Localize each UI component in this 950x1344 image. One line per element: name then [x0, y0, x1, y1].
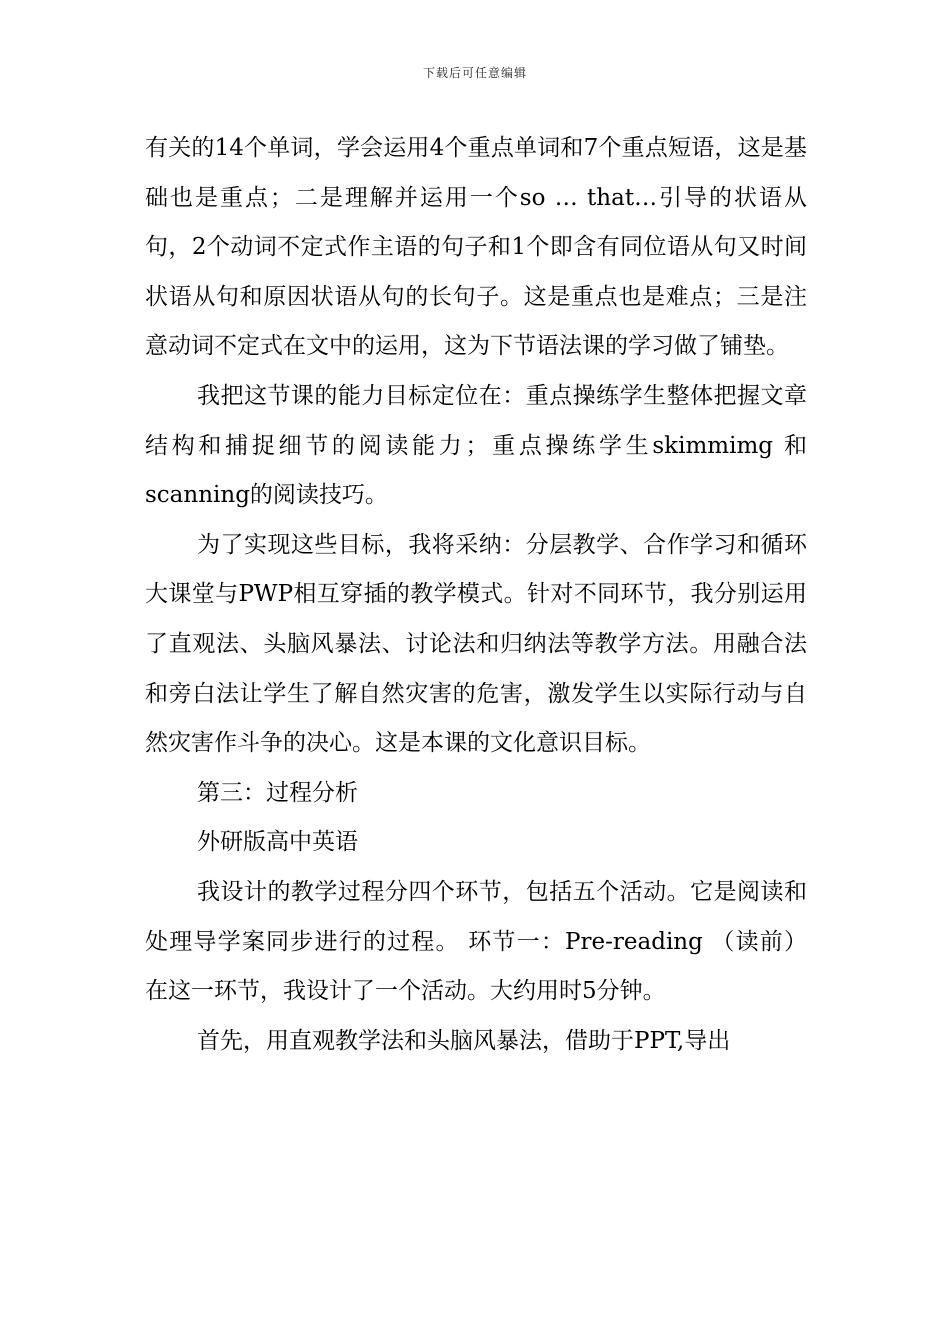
paragraph-3: 为了实现这些目标，我将采纳：分层教学、合作学习和循环大课堂与PWP相互穿插的教学模式。针对不同环节，我分别运用了直观法、头脑风暴法、讨论法和归纳法等教学方法。用融合法和旁白法让学生了解自然灾害的危害，激发学生以实际行动与自然灾害作斗争的决心。这是本课的文化意识目标。 [145, 531, 807, 757]
paragraph-2: 我把这节课的能力目标定位在：重点操练学生整体把握文章结构和捕捉细节的阅读能力；重点操练学生skimmimg 和scanning的阅读技巧。 [145, 382, 807, 509]
paragraph-1: 有关的14个单词，学会运用4个重点单词和7个重点短语，这是基础也是重点；二是理解并运用一个so … that…引导的状语从句，2个动词不定式作主语的句子和1个即含有同位语从句又时间状语从句和原因状语从句的长句子。这是重点也是难点；三是注意动词不定式在文中的运用，这为下节语法课的学习做了铺垫。 [145, 135, 807, 360]
document-body [145, 124, 807, 1066]
textbook-label: 外研版高中英语 [197, 829, 358, 856]
page-header: 下载后可任意编辑 [422, 66, 527, 80]
paragraph-4: 我设计的教学过程分四个环节，包括五个活动。它是阅读和处理导学案同步进行的过程。 环节一：Pre-reading （读前） 在这一环节，我设计了一个活动。大约用时5分钟。 [145, 878, 807, 1005]
section-heading: 第三：过程分析 [197, 779, 358, 806]
paragraph-5: 首先，用直观教学法和头脑风暴法，借助于PPT,导出 [197, 1027, 731, 1054]
